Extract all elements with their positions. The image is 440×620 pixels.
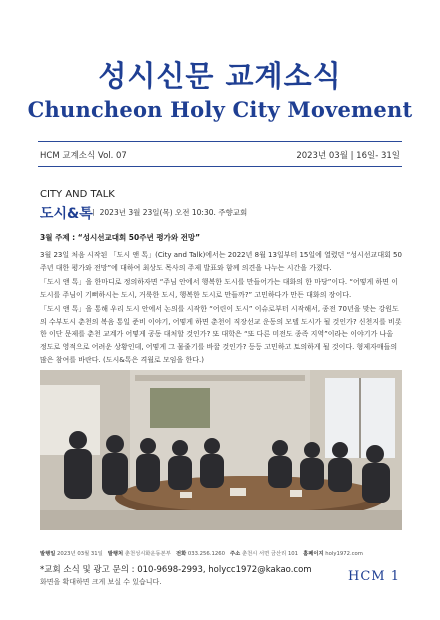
event-date-location: ㅣ 2023년 3월 23일(목) 오전 10:30. 주향교회 <box>90 208 248 217</box>
volume-label: HCM 교계소식 Vol. 07 <box>40 151 127 161</box>
article-paragraph: 「도시 앤 톡」을 통해 우리 도시 안에서 논의를 시작한 “어린이 도시” 이슈로부터 시작해서, 종전 70년을 맞는 강원도의 수부도시 춘천의 복음 통일 준비 이야기, 어떻게 하면 춘천이 직장선교 운동의 모델 도시가 될 것인가? 신천지를 비롯한 이단 문제를 춘천 교계가 어떻게 공동 대처할 것인가? 또 대학은 “또 다른 미전도 종족 지역”이라는 이야기가 나올 정도로 영적으로 어려운 상황인데, 어떻게 그 물줄기를 바꿀 것인가? 등등 고민하고 토의하게 될 것이다. 형제자매들의 많은 참여를 바란다. (도시&톡은 격월로 모임을 한다.) <box>40 304 402 365</box>
article-subject: 3월 주제 : “성시선교대회 50주년 평가와 전망” <box>40 233 201 242</box>
issued-label: 발행일 <box>40 551 56 557</box>
publisher-label: 발행처 <box>107 551 124 557</box>
newsletter-title-english: Chuncheon Holy City Movement <box>27 97 413 122</box>
issue-date-range: 2023년 03월 | 16일- 31일 <box>296 151 400 161</box>
homepage-link[interactable]: holy1972.com <box>325 551 363 557</box>
publication-info <box>40 549 402 557</box>
phone-label: 전화 <box>175 551 187 557</box>
meeting-photo <box>40 370 402 530</box>
section-heading: CITY AND TALK <box>40 189 115 200</box>
article-body <box>40 249 402 368</box>
article-paragraph: 3월 23일 처음 시작된 「도시 앤 톡」(City and Talk)에서는 2022년 8월 13일부터 15일에 열렸던 “성시선교대회 50주년 대한 평가와 전망”에 대하여 최상도 목사의 주제 발표와 함께 의견을 나누는 시간을 가졌다. <box>40 251 402 272</box>
address-label: 주소 <box>230 551 241 557</box>
publisher-value: 춘천성시화운동본부 <box>124 551 171 557</box>
header-bottom-rule <box>38 166 402 167</box>
article-paragraph: 「도시 앤 톡」을 한마디로 정의하자면 “주님 안에서 행복한 도시를 만들어가는 대화의 한 마당”이다. “어떻게 하면 이 도시를 주님이 기뻐하시는 도시, 거룩한 도시, 행복한 도시로 만들까?” 고민하다가 만든 대화의 장이다. <box>40 277 399 299</box>
header-top-rule <box>38 141 402 142</box>
homepage-label: 홈페이지 <box>303 551 324 557</box>
page-number-mark: HCM 1 <box>348 569 400 584</box>
article-brand: 도시&톡 <box>40 206 93 222</box>
phone-value: 033.256.1260 <box>187 551 225 557</box>
zoom-note: 화면을 확대하면 크게 보실 수 있습니다. <box>40 578 162 586</box>
address-value: 춘천시 서면 금산리 101 <box>241 551 299 557</box>
newsletter-title-korean: 성시신문 교계소식 <box>98 59 342 93</box>
contact-info: *교회 소식 및 광고 문의 : 010-9698-2993, holycc1972@kakao.com <box>40 565 312 575</box>
issued-value: 2023년 03월 31일 <box>57 551 103 557</box>
